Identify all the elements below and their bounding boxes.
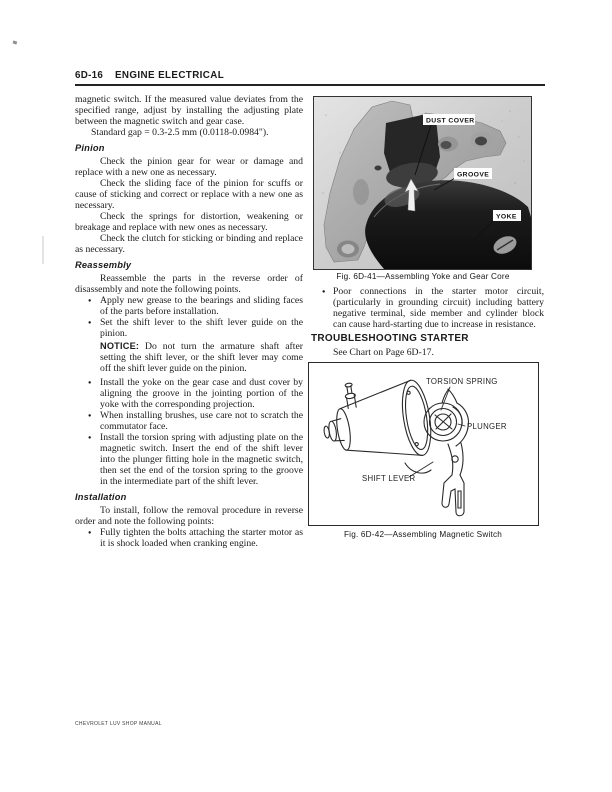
figure-6d41-caption: Fig. 6D-41—Assembling Yoke and Gear Core xyxy=(336,272,510,281)
bullet-icon xyxy=(322,286,333,330)
bullet-icon xyxy=(88,432,100,487)
torsion-spring-label: TORSION SPRING xyxy=(426,377,498,386)
bullet-icon xyxy=(88,527,100,549)
paragraph: Check the pinion gear for wear or damage and replace with a new one as necessary. xyxy=(75,156,303,178)
bullet-icon xyxy=(88,410,100,432)
bullet-text: Install the yoke on the gear case and dust cover by aligning the groove in the jointing portion of the yoke with the corresponding projection. xyxy=(100,377,303,410)
notice-block xyxy=(75,341,303,374)
scan-speck xyxy=(13,40,18,44)
list-item xyxy=(75,317,303,339)
paragraph: Check the sliding face of the pinion for scuffs or cause of sticking and correct or replace with a new one as necessary. xyxy=(75,178,303,211)
list-item xyxy=(75,410,303,432)
scan-smudge xyxy=(42,236,44,264)
heading-reassembly: Reassembly xyxy=(75,260,132,270)
leader-lines xyxy=(409,387,465,477)
bullet-icon xyxy=(88,377,100,410)
footer-text: CHEVROLET LUV SHOP MANUAL xyxy=(75,721,162,727)
shift-lever-label: SHIFT LEVER xyxy=(362,474,416,483)
heading-installation: Installation xyxy=(75,492,127,502)
yoke-label: YOKE xyxy=(496,213,517,221)
plunger-part xyxy=(448,389,469,446)
magnetic-switch-drawing xyxy=(309,363,538,525)
list-item xyxy=(75,527,303,549)
paragraph: To install, follow the removal procedure in reverse order and note the following points: xyxy=(75,505,303,527)
paragraph: Check the clutch for sticking or binding and replace as necessary. xyxy=(75,233,303,255)
list-item xyxy=(75,295,303,317)
left-column xyxy=(75,94,303,549)
groove-label: GROOVE xyxy=(457,171,490,179)
bullet-text: When installing brushes, use care not to scratch the commutator face. xyxy=(100,410,303,432)
heading-pinion: Pinion xyxy=(75,143,105,153)
switch-cylinder xyxy=(317,372,435,470)
figure-6d41-photo xyxy=(313,96,532,270)
heading-troubleshooting-starter: TROUBLESHOOTING STARTER xyxy=(311,333,469,344)
bullet-icon xyxy=(88,295,100,317)
casting-shadow xyxy=(353,179,369,205)
page-title: ENGINE ELECTRICAL xyxy=(115,70,225,81)
bullet-text: Poor connections in the starter motor circuit, (particularly in grounding circuit) including battery negative terminal, side member and cylinder block can cause hard-starting due to increase in resistance. xyxy=(333,286,544,330)
yoke-gear-core-photo xyxy=(314,97,531,269)
dust-cover-label: DUST COVER xyxy=(426,117,475,125)
list-item xyxy=(311,286,544,330)
bullet-text: Fully tighten the bolts attaching the starter motor as it is shock loaded when cranking engine. xyxy=(100,527,303,549)
figure-6d42-caption: Fig. 6D-42—Assembling Magnetic Switch xyxy=(343,530,503,539)
list-item xyxy=(75,432,303,487)
bullet-text: Install the torsion spring with adjusting plate on the magnetic switch. Insert the end of the shift lever into the plunger fitting hole in the magnetic switch, then set the end of the torsion spring to the groove in the intermediate part of the shift lever. xyxy=(100,432,303,487)
bullet-text: Apply new grease to the bearings and sliding faces of the parts before installation. xyxy=(100,295,303,317)
standard-gap-line: Standard gap = 0.3-2.5 mm (0.0118-0.0984"). xyxy=(91,127,269,138)
shift-lever-part xyxy=(442,443,464,516)
bullet-icon xyxy=(88,317,100,339)
notice-label: NOTICE: xyxy=(100,341,140,351)
bullet-text: Set the shift lever to the shift lever guide on the pinion. xyxy=(100,317,303,339)
plunger-label: PLUNGER xyxy=(467,422,507,431)
see-chart-text: See Chart on Page 6D-17. xyxy=(333,347,434,358)
paragraph: magnetic switch. If the measured value deviates from the specified range, adjust by installing the adjusting plate between the magnetic switch and gear case. xyxy=(75,94,303,127)
paragraph: Check the springs for distortion, weakening or breakage and replace with new ones as necessary. xyxy=(75,211,303,233)
paragraph: Reassemble the parts in the reverse order of disassembly and note the following points. xyxy=(75,273,303,295)
page-number: 6D-16 xyxy=(75,70,104,81)
notice-text: Do not turn the armature shaft after setting the shift lever, or the shift lever may come off the shift lever guide on the pinion. xyxy=(100,341,303,374)
header-rule xyxy=(75,84,545,86)
drawing-labels xyxy=(362,377,507,483)
figure-6d42-drawing xyxy=(308,362,539,526)
list-item xyxy=(75,377,303,410)
